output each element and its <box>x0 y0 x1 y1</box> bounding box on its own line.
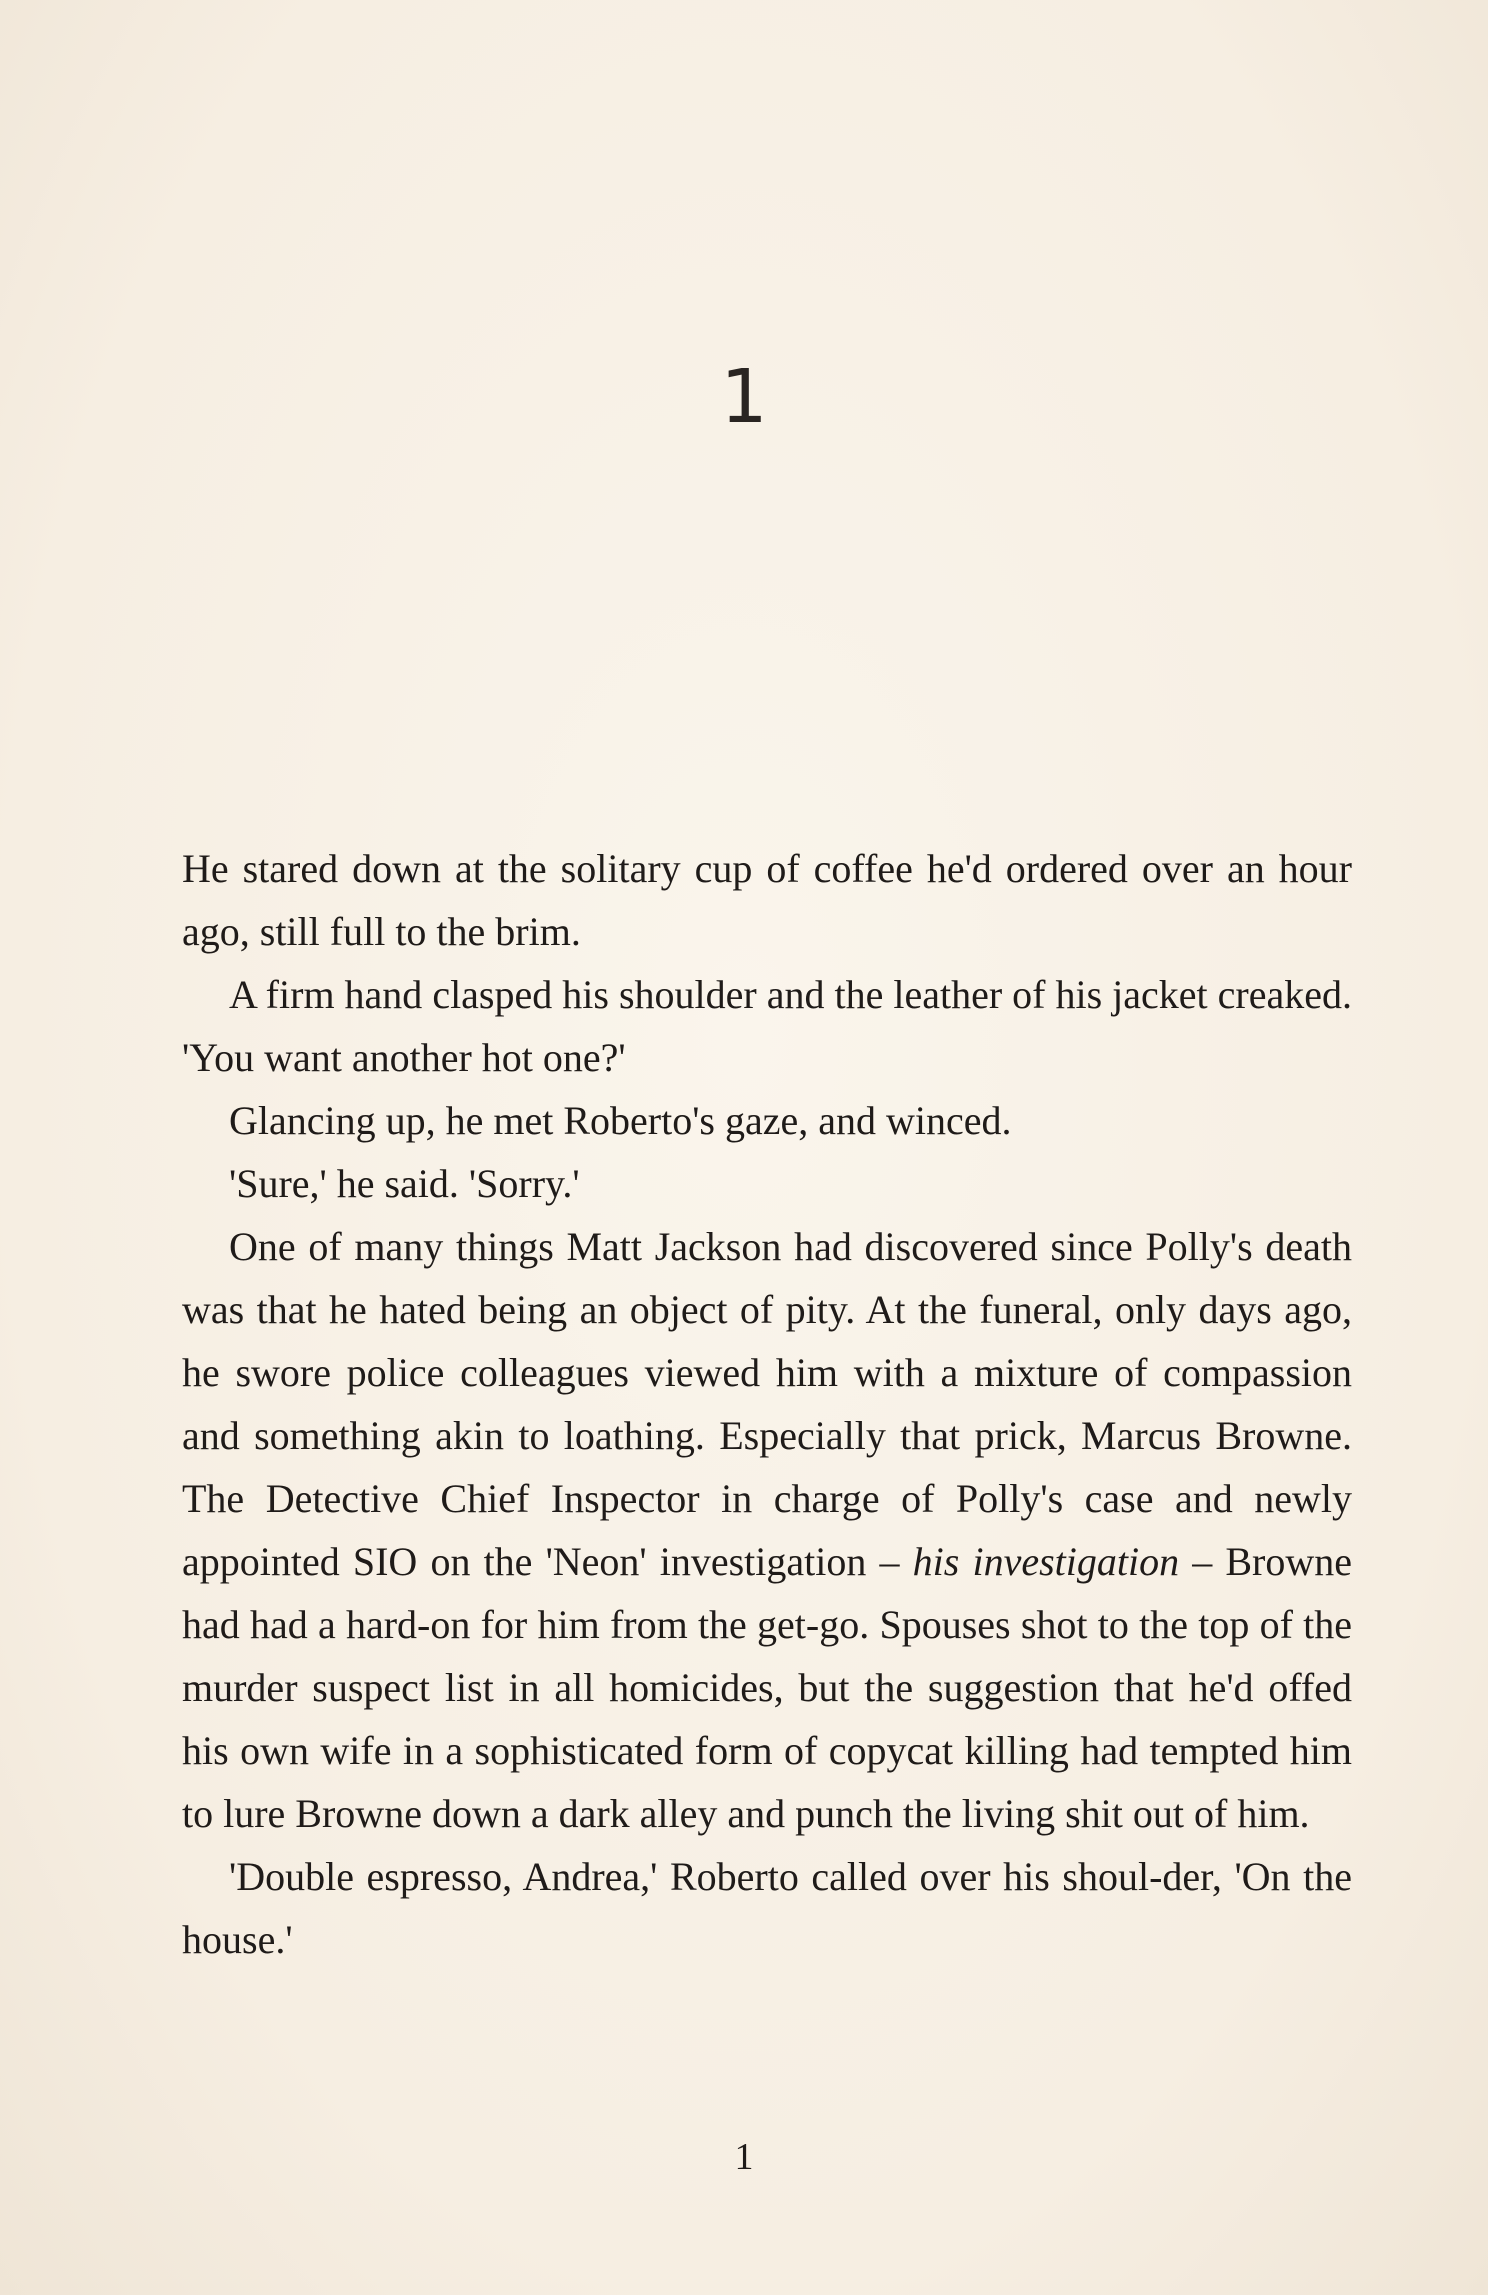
body-text <box>182 837 1352 1971</box>
page-number: 1 <box>734 2136 754 2178</box>
paragraph-6: 'Double espresso, Andrea,' Roberto called over his shoul-der, 'On the house.' <box>182 1854 1352 1962</box>
paragraph-4: 'Sure,' he said. 'Sorry.' <box>229 1161 580 1206</box>
paragraph-1: He stared down at the solitary cup of coffee he'd ordered over an hour ago, still full to the brim. <box>182 846 1352 954</box>
paragraph-5-italic: his investigation <box>912 1539 1180 1584</box>
paragraph-5 <box>182 1215 1352 1845</box>
paragraph-5-text-before: One of many things Matt Jackson had discovered since Polly's death was that he hated being an object of pity. At the funeral, only days ago, he swore police colleagues viewed him with a mixture of compassion and something akin to loathing. Especially that prick, Marcus Browne. The Detective Chief Inspector in charge of Polly's case and newly appointed SIO on the 'Neon' investigation – <box>182 1224 1352 1584</box>
chapter-number: 1 <box>720 354 768 440</box>
paragraph-2: A firm hand clasped his shoulder and the leather of his jacket creaked. 'You want another hot one?' <box>182 972 1352 1080</box>
paragraph-3: Glancing up, he met Roberto's gaze, and winced. <box>229 1098 1012 1143</box>
paragraph-5-text-after: – Browne had had a hard-on for him from the get-go. Spouses shot to the top of the murder suspect list in all homicides, but the suggestion that he'd offed his own wife in a sophisticated form of copycat killing had tempted him to lure Browne down a dark alley and punch the living shit out of him. <box>182 1539 1353 1836</box>
